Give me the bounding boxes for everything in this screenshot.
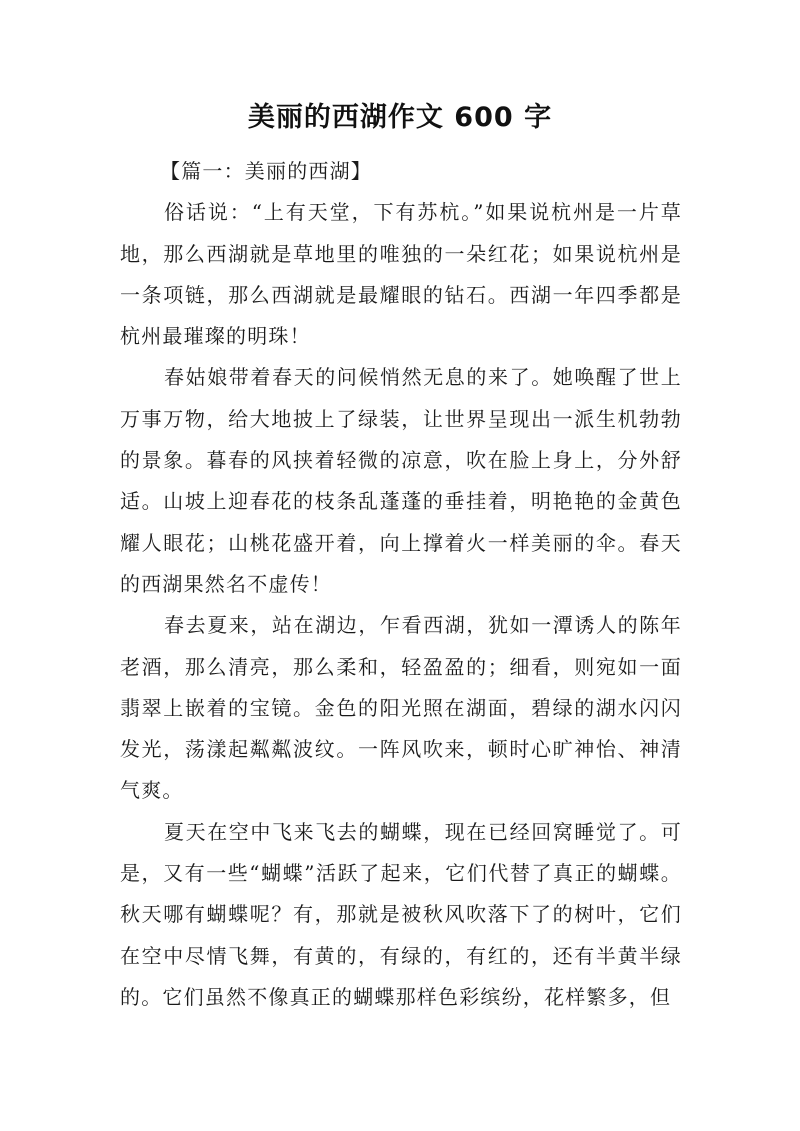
essay-body — [120, 151, 682, 1018]
page-title: 美丽的西湖作文 600 字 — [247, 102, 553, 133]
paragraph-3: 春去夏来，站在湖边，乍看西湖，犹如一潭诱人的陈年老酒，那么清亮，那么柔和，轻盈盈的；细看，则宛如一面翡翠上嵌着的宝镜。金色的阳光照在湖面，碧绿的湖水闪闪发光，荡漾起粼粼波纹。一阵风吹来，顿时心旷神怡、神清气爽。 — [120, 613, 682, 803]
section-heading: 【篇一：美丽的西湖】 — [160, 159, 372, 183]
paragraph-4: 夏天在空中飞来飞去的蝴蝶，现在已经回窝睡觉了。可是，又有一些“蝴蝶”活跃了起来，它们代替了真正的蝴蝶。秋天哪有蝴蝶呢？有，那就是被秋风吹落下了的树叶，它们在空中尽情飞舞，有黄的，有绿的，有红的，还有半黄半绿的。它们虽然不像真正的蝴蝶那样色彩缤纷，花样繁多，但 — [120, 819, 682, 1009]
paragraph-1: 俗话说：“上有天堂，下有苏杭。”如果说杭州是一片草地，那么西湖就是草地里的唯独的一朵红花；如果说杭州是一条项链，那么西湖就是最耀眼的钻石。西湖一年四季都是杭州最璀璨的明珠！ — [120, 200, 682, 349]
paragraph-2: 春姑娘带着春天的问候悄然无息的来了。她唤醒了世上万事万物，给大地披上了绿装，让世界呈现出一派生机勃勃的景象。暮春的风挟着轻微的凉意，吹在脸上身上，分外舒适。山坡上迎春花的枝条乱蓬蓬的垂挂着，明艳艳的金黄色耀人眼花；山桃花盛开着，向上撑着火一样美丽的伞。春天的西湖果然名不虚传！ — [120, 365, 682, 596]
